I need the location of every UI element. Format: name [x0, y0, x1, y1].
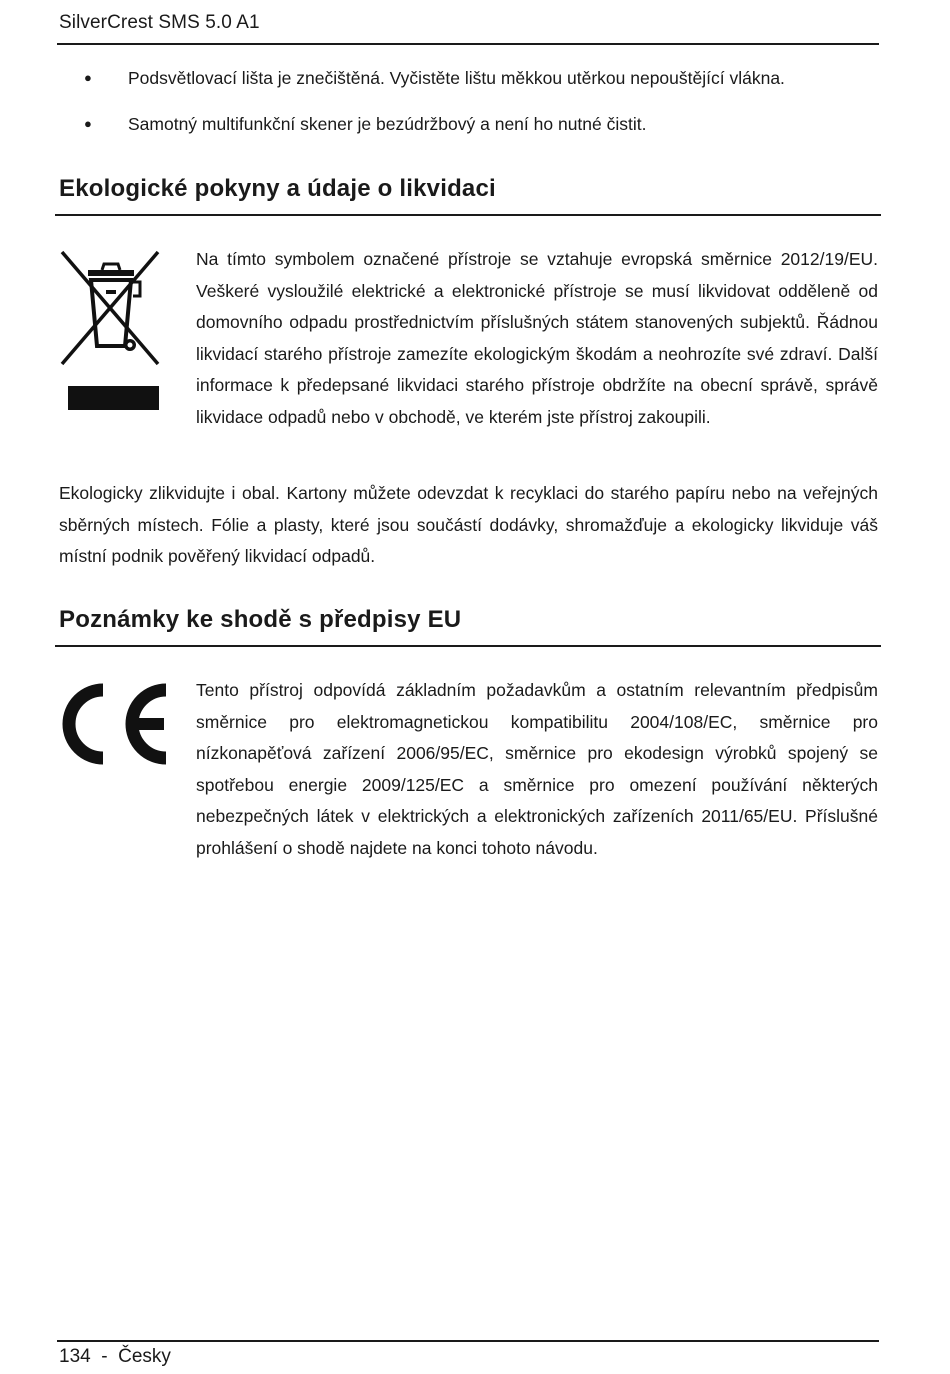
- section-divider: [55, 645, 881, 647]
- list-item-text: Samotný multifunkční skener je bezúdržbový a není ho nutné čistit.: [128, 114, 647, 134]
- footer-divider: [57, 1340, 879, 1342]
- list-item: [84, 114, 646, 135]
- section-heading-disposal: Ekologické pokyny a údaje o likvidaci: [59, 175, 496, 202]
- disposal-symbol-paragraph: Na tímto symbolem označené přístroje se vztahuje evropská směrnice 2012/19/EU. Veškeré vysloužilé elektrické a elektronické přístroje se musí likvidovat odděleně od domovního odpadu prostřednictvím příslušných státem stanovených subjektů. Řádnou likvidací starého přístroje zamezíte ekologickým škodám a neohrozíte své zdraví. Další informace k předepsané likvidaci starého přístroje obdržíte na obecní správě, správě likvidace odpadů nebo v obchodě, ve kterém jste přístroj zakoupili.: [196, 249, 878, 427]
- list-item: [84, 68, 785, 89]
- bullet-icon: ●: [84, 70, 92, 85]
- page-footer-label: 134 - Česky: [59, 1346, 171, 1367]
- eu-conformity-paragraph: Tento přístroj odpovídá základním požadavkům a ostatním relevantním předpisům směrnice pro elektromagnetickou kompatibilitu 2004/108/EC, směrnice pro nízkonapěťová zařízení 2006/95/EC, směrnice pro ekodesign výrobků spojený se spotřebou energie 2009/125/EC a směrnice pro omezení používání některých nebezpečných látek v elektrických a elektronických zařízeních 2011/65/EU. Příslušné prohlášení o shodě najdete na konci tohoto návodu.: [196, 680, 878, 858]
- page-header-title: SilverCrest SMS 5.0 A1: [59, 12, 260, 33]
- section-heading-eu: Poznámky ke shodě s předpisy EU: [59, 606, 462, 633]
- packaging-disposal-paragraph: Ekologicky zlikvidujte i obal. Kartony můžete odevzdat k recyklaci do starého papíru nebo na veřejných sběrných místech. Fólie a plasty, které jsou součástí dodávky, shromažďuje a ekologicky likviduje váš místní podnik pověřený likvidací odpadů.: [59, 483, 878, 566]
- header-divider: [57, 43, 879, 45]
- bullet-icon: ●: [84, 116, 92, 131]
- weee-crossed-bin-icon: [58, 248, 164, 414]
- list-item-text: Podsvětlovací lišta je znečištěná. Vyčistěte lištu měkkou utěrkou nepouštějící vlákna.: [128, 68, 785, 88]
- ce-mark-icon: [58, 682, 172, 766]
- section-divider: [55, 214, 881, 216]
